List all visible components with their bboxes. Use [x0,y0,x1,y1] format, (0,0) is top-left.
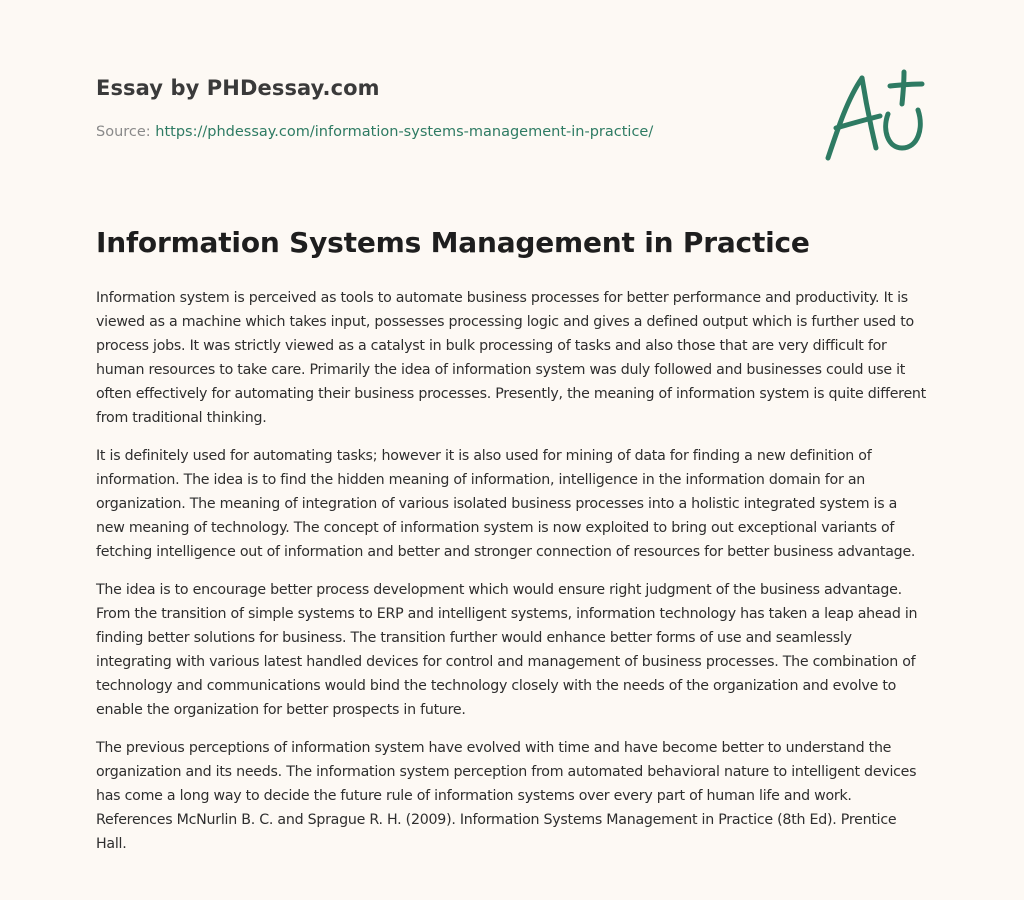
essay-paragraph: The previous perceptions of information system have evolved with time and have become better to understand the organization and its needs. The information system perception from automated behavioral nature to intelligent devices has come a long way to decide the future rule of information systems over every part of human life and work. References McNurlin B. C. and Sprague R. H. (2009). Information Systems Management in Practice (8th Ed). Prentice Hall. [96,740,917,852]
essay-paragraph: The idea is to encourage better process development which would ensure right judgment of the business advantage. From the transition of simple systems to ERP and intelligent systems, information technology has taken a leap ahead in finding better solutions for business. The transition further would enhance better forms of use and seamlessly integrating with various latest handled devices for control and management of business processes. The combination of technology and communications would bind the technology closely with the needs of the organization and evolve to enable the organization for better prospects in future. [96,582,918,718]
a-plus-logo-icon [818,68,930,164]
source-line [96,124,653,140]
site-title: Essay by PHDessay.com [96,76,380,100]
essay-paragraph: It is definitely used for automating tasks; however it is also used for mining of data for finding a new definition of information. The idea is to find the hidden meaning of information, intelligence in the information domain for an organization. The meaning of integration of various isolated business processes into a holistic integrated system is a new meaning of technology. The concept of information system is now exploited to bring out exceptional variants of fetching intelligence out of information and better and stronger connection of resources for better business advantage. [96,448,916,560]
source-link[interactable]: https://phdessay.com/information-systems-management-in-practice/ [155,124,654,140]
essay-paragraph: Information system is perceived as tools to automate business processes for better performance and productivity. It is viewed as a machine which takes input, possesses processing logic and gives a defined output which is further used to process jobs. It was strictly viewed as a catalyst in bulk processing of tasks and also those that are very difficult for human resources to take care. Primarily the idea of information system was duly followed and businesses could use it often effectively for automating their business processes. Presently, the meaning of information system is quite different from traditional thinking. [96,290,926,426]
essay-title: Information Systems Management in Practice [96,226,810,259]
source-label: Source: [96,124,151,140]
essay-body [96,286,928,870]
